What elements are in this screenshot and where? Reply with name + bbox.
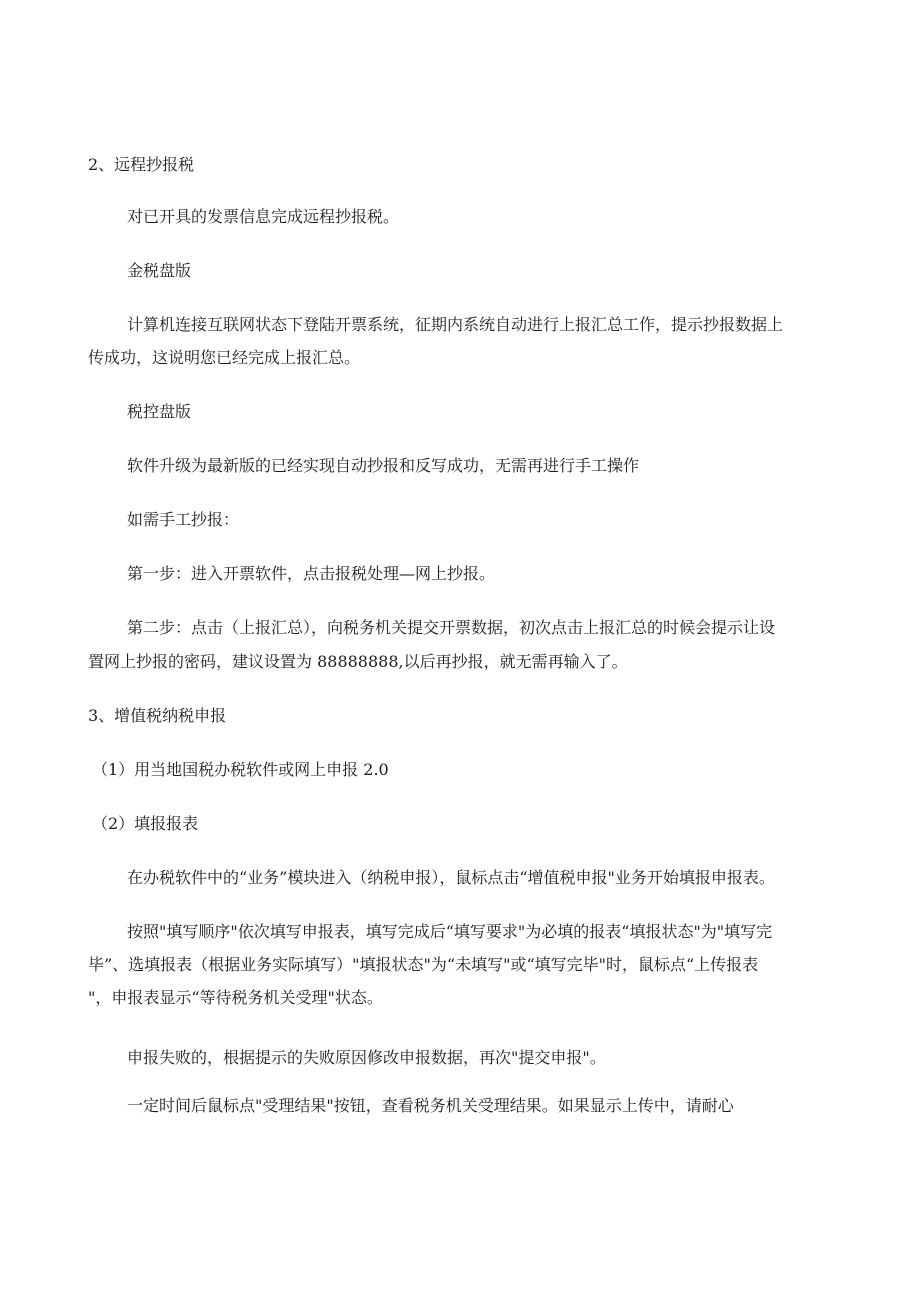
section-3-paragraph-1: 在办税软件中的“业务”模块进入（纳税申报），鼠标点击“增值税申报"业务开始填报申报表。: [127, 868, 775, 887]
gold-disk-paragraph-line-1: 计算机连接互联网状态下登陆开票系统，征期内系统自动进行上报汇总工作，提示抄报数据上: [127, 315, 784, 334]
section-2-heading: 2、远程抄报税: [88, 155, 195, 174]
control-disk-paragraph: 软件升级为最新版的已经实现自动抄报和反写成功，无需再进行手工操作: [127, 456, 640, 475]
manual-step-2-line-1: 第二步：点击（上报汇总），向税务机关提交开票数据，初次点击上报汇总的时候会提示让设: [127, 618, 776, 637]
section-3-item-2: （2）填报报表: [92, 814, 199, 833]
section-3-paragraph-2-line-2: 毕”、选填报表（根据业务实际填写）"填报状态"为“未填写"或“填写完毕"时，鼠标点“上传报表: [88, 955, 759, 974]
section-3-paragraph-3: 申报失败的，根据提示的失败原因修改申报数据，再次"提交申报"。: [127, 1048, 606, 1067]
section-3-paragraph-2-line-3: "，申报表显示“等待税务机关受理"状态。: [88, 988, 383, 1007]
section-2-intro: 对已开具的发票信息完成远程抄报税。: [127, 207, 400, 226]
section-3-paragraph-2-line-1: 按照"填写顺序"依次填写申报表，填写完成后“填写要求"为必填的报表“填报状态"为"填写完: [127, 922, 773, 941]
gold-disk-paragraph-line-2: 传成功，这说明您已经完成上报汇总。: [88, 348, 361, 367]
manual-step-1: 第一步：进入开票软件，点击报税处理—网上抄报。: [127, 564, 496, 583]
section-3-item-1: （1）用当地国税办税软件或网上申报 2.0: [92, 760, 389, 779]
section-3-paragraph-4: 一定时间后鼠标点"受理结果"按钮，查看税务机关受理结果。如果显示上传中，请耐心: [127, 1096, 734, 1115]
manual-step-2-line-2: 置网上抄报的密码，建议设置为 88888888,以后再抄报，就无需再输入了。: [88, 652, 628, 671]
control-disk-title: 税控盘版: [127, 402, 192, 421]
manual-report-title: 如需手工抄报：: [127, 510, 240, 529]
section-3-heading: 3、增值税纳税申报: [88, 706, 227, 725]
gold-disk-title: 金税盘版: [127, 261, 192, 280]
